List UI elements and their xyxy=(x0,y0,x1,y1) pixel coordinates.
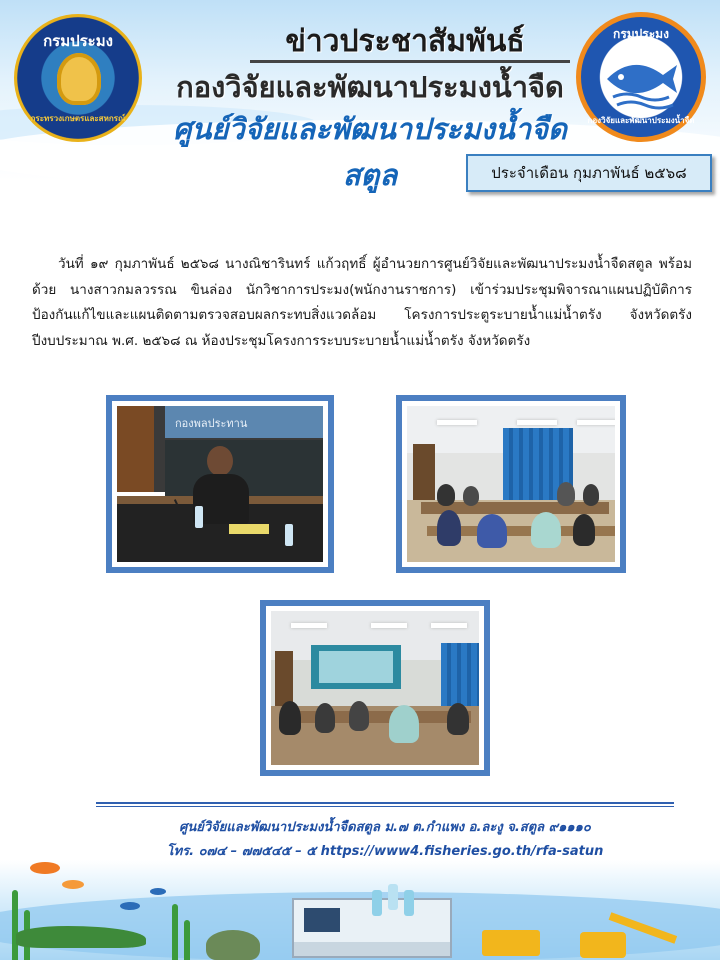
news-paragraph: วันที่ ๑๙ กุมภาพันธ์ ๒๕๖๘ นางณิชารินทร์ แก้วฤทธิ์ ผู้อำนวยการศูนย์วิจัยและพัฒนาประมงน้ำจืดสตูล พร้อมด้วย นางสาวกมลวรรณ ขินล่อง นักวิชาการประมง(พนักงานราชการ) เข้าร่วมประชุมพิจารณาแผนปฏิบัติการป้องกันแก้ไขและแผนติดตามตรวจสอบผลกระทบสิ่งแวดล้อม โครงการประตูระบายน้ำแม่น้ำตรัง จังหวัดตรัง ปีงบประมาณ พ.ศ. ๒๕๖๘ ณ ห้องประชุมโครงการระบบระบายน้ำแม่น้ำตรัง จังหวัดตรัง xyxy=(32,256,692,349)
plant-icon xyxy=(184,920,190,960)
seal-top-text: กรมประมง xyxy=(43,33,113,50)
fish-icon xyxy=(603,45,679,111)
meeting-photo-image xyxy=(117,406,323,562)
plant-icon xyxy=(12,890,18,960)
month-badge: ประจำเดือน กุมภาพันธ์ ๒๕๖๘ xyxy=(466,154,712,192)
truck-icon xyxy=(482,930,540,956)
excavator-icon xyxy=(580,912,690,958)
room-banner xyxy=(165,406,323,438)
flask-icon xyxy=(372,890,382,916)
newsletter-title: ข่าวประชาสัมพันธ์ xyxy=(285,25,525,58)
footer-contact: โทร. ๐๗๔ – ๗๗๕๔๕ – ๕ https://www4.fisheries.go.th/rfa-satun xyxy=(166,844,604,859)
seal-bottom-text: กระทรวงเกษตรและสหกรณ์ xyxy=(30,114,126,123)
title-underline-divider xyxy=(250,60,570,63)
freshwater-division-logo xyxy=(576,12,706,142)
center-name: ศูนย์วิจัยและพัฒนาประมงน้ำจืดสตูล xyxy=(173,114,567,192)
meeting-photo-image xyxy=(271,611,479,765)
footer-divider xyxy=(96,806,674,807)
fish-icon xyxy=(30,862,60,874)
fish-icon xyxy=(120,902,140,910)
meeting-photo-2 xyxy=(396,395,626,573)
flask-icon xyxy=(388,884,398,910)
meeting-photo-3 xyxy=(260,600,490,776)
seal-emblem-icon xyxy=(57,53,101,105)
logo-bottom-text: กองวิจัยและพัฒนาประมงน้ำจืด xyxy=(587,116,695,125)
logo-top-text: กรมประมง xyxy=(613,27,669,41)
meeting-photo-image xyxy=(407,406,615,562)
room-banner-text: กองพลประทาน xyxy=(175,418,248,430)
meeting-photo-1 xyxy=(106,395,334,573)
turtle-icon xyxy=(206,930,260,960)
footer-address: ศูนย์วิจัยและพัฒนาประมงน้ำจืดสตูล ม.๗ ต.กำแพง อ.ละงู จ.สตูล ๙๑๑๑๐ xyxy=(179,820,591,835)
flask-icon xyxy=(404,890,414,916)
footer-divider xyxy=(96,802,674,804)
fish-icon xyxy=(62,880,84,889)
division-name: กองวิจัยและพัฒนาประมงน้ำจืด xyxy=(176,72,564,104)
department-of-fisheries-seal-logo xyxy=(14,14,142,142)
plant-icon xyxy=(172,904,178,960)
fish-icon xyxy=(150,888,166,895)
